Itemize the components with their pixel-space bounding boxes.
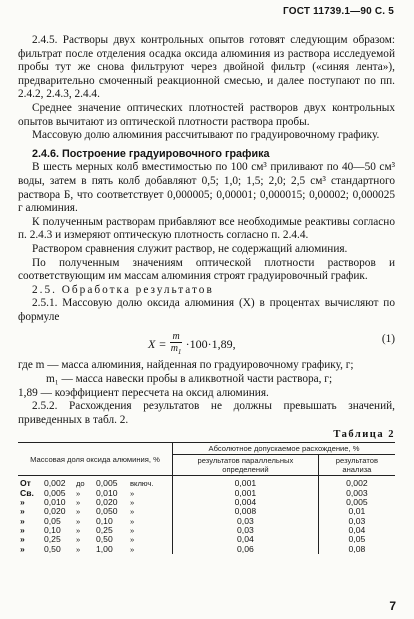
row-label: » [20, 497, 25, 508]
row-word-to: » [76, 507, 81, 517]
row-to: 0,020 [96, 497, 118, 508]
paragraph-2-4-6-reference: Раствором сравнения служит раствор, не содержащий алюминия. [32, 242, 348, 255]
row-label: » [20, 515, 25, 526]
row-parallel-value: 0,001 [173, 476, 319, 489]
row-from: 0,005 [44, 487, 66, 498]
row-word-to: до [76, 479, 85, 489]
paragraph-2-4-6-flasks: В шесть мерных колб вместимостью по 100 см³ приливают по 40—50 см³ воды, затем в пять колб добавляют 0,5; 1,0; 1,5; 2,0; 2,5 см³ стандартного раствора Б, что соответствует 0,000005; 0,00001; 0,000015; 0,00002; 0,000025 г алюминия. [18, 161, 395, 215]
row-word-incl: » [130, 498, 135, 508]
row-parallel-value: 0,03 [173, 517, 319, 526]
row-parallel-value: 0,03 [173, 526, 319, 535]
formula-lhs: X = [148, 337, 167, 352]
table-title: Таблица 2 [333, 429, 395, 441]
row-analysis-value: 0,002 [318, 476, 395, 489]
formula-fraction [170, 331, 181, 358]
row-label: » [20, 506, 25, 517]
formula-denominator: $m_1$ [170, 343, 182, 357]
header-analysis: результатов анализа [318, 455, 395, 476]
row-label: От [20, 478, 31, 489]
page-number: 7 [389, 599, 396, 613]
row-word-incl: » [130, 488, 135, 498]
paragraph-2-4-5: 2.4.5. Растворы двух контрольных опытов готовят следующим образом: фильтрат после отделения осадка оксида алюминия из раствора исследуемой пробы тут же снова фильтруют через двойной фильтр («синяя лента»), предварительно смоченный реакционной смесью, и далее поступают по пп. 2.4.2, 2.4.3, 2.4.4. [18, 34, 395, 101]
row-word-incl: » [130, 544, 135, 554]
row-word-incl: » [130, 535, 135, 545]
document-body [18, 34, 395, 554]
table-row [18, 498, 395, 507]
header-mass-fraction: Массовая доля оксида алюминия, % [18, 443, 173, 476]
table-row [18, 476, 395, 489]
row-from: 0,50 [44, 543, 61, 554]
paragraph-2-4-5-calc: Массовую долю алюминия рассчитывают по градуировочному графику. [32, 129, 380, 142]
formula-1 [18, 328, 395, 356]
row-to: 0,10 [96, 515, 113, 526]
legend-m: где m — масса алюминия, найденная по градуировочному графику, г; [18, 359, 354, 372]
table-row [18, 526, 395, 535]
row-analysis-value: 0,08 [318, 545, 395, 554]
paragraph-2-5-2: 2.5.2. Расхождения результатов не должны превышать значений, приведенных в табл. 2. [18, 400, 395, 426]
formula-rest: ·100·1,89, [185, 337, 236, 352]
row-analysis-value: 0,03 [318, 517, 395, 526]
row-word-to: » [76, 488, 81, 498]
row-label: Св. [20, 487, 34, 498]
row-label: » [20, 524, 25, 535]
row-from: 0,10 [44, 524, 61, 535]
row-to: 0,50 [96, 534, 113, 545]
table-row [18, 507, 395, 516]
legend-m1: m₁ — масса навески пробы в аликвотной части раствора, г; [46, 373, 333, 386]
row-analysis-value: 0,05 [318, 535, 395, 544]
row-from: 0,05 [44, 515, 61, 526]
row-word-to: » [76, 498, 81, 508]
paragraph-2-5-1: 2.5.1. Массовую долю оксида алюминия (X) в процентах вычисляют по формуле [18, 297, 395, 323]
section-2-4-6-title: 2.4.6. Построение градуировочного графика [32, 147, 270, 160]
row-parallel-value: 0,001 [173, 489, 319, 498]
row-to: 1,00 [96, 543, 113, 554]
header-parallel: результатов параллельных определений [173, 455, 319, 476]
row-to: 0,010 [96, 487, 118, 498]
row-to: 0,050 [96, 506, 118, 517]
formula-numerator: m [172, 331, 180, 343]
page-header: ГОСТ 11739.1—90 С. 5 [282, 6, 394, 17]
paragraph-2-4-6-reagents: К полученным растворам прибавляют все необходимые реактивы согласно п. 2.4.3 и измеряют оптическую плотность согласно п. 2.4.4. [18, 215, 395, 242]
row-parallel-value: 0,04 [173, 535, 319, 544]
row-word-to: » [76, 525, 81, 535]
formula-number: (1) [381, 333, 395, 346]
paragraph-2-4-5-average: Среднее значение оптических плотностей растворов двух контрольных опытов вычитают из оптической плотности раствора пробы. [18, 101, 395, 128]
row-from: 0,25 [44, 534, 61, 545]
table-row [18, 517, 395, 526]
row-label: » [20, 543, 25, 554]
formula-expression [148, 331, 236, 358]
row-parallel-value: 0,008 [173, 507, 319, 516]
row-parallel-value: 0,004 [173, 498, 319, 507]
row-label: » [20, 534, 25, 545]
row-word-to: » [76, 535, 81, 545]
table-row [18, 545, 395, 554]
row-analysis-value: 0,04 [318, 526, 395, 535]
row-from: 0,010 [44, 497, 66, 508]
row-from: 0,002 [44, 478, 66, 489]
table-body [18, 476, 395, 554]
row-word-incl: » [130, 516, 135, 526]
tolerance-table [18, 442, 395, 553]
row-parallel-value: 0,06 [173, 545, 319, 554]
table-row [18, 489, 395, 498]
row-analysis-value: 0,003 [318, 489, 395, 498]
row-word-incl: включ. [130, 479, 154, 489]
table-row [18, 535, 395, 544]
row-word-incl: » [130, 525, 135, 535]
legend-coefficient: 1,89 — коэффициент пересчета на оксид алюминия. [18, 386, 269, 399]
row-word-incl: » [130, 507, 135, 517]
row-word-to: » [76, 544, 81, 554]
row-to: 0,005 [96, 478, 118, 489]
formula-legend [18, 359, 395, 400]
header-tolerance-group: Абсолютное допускаемое расхождение, % [173, 443, 396, 455]
section-2-5-title: 2.5. Обработка результатов [32, 283, 214, 296]
row-word-to: » [76, 516, 81, 526]
row-analysis-value: 0,005 [318, 498, 395, 507]
row-analysis-value: 0,01 [318, 507, 395, 516]
paragraph-2-4-6-graph: По полученным значениям оптической плотности растворов и соответствующим им массам алюминия строят градуировочный график. [18, 256, 395, 283]
row-from: 0,020 [44, 506, 66, 517]
row-to: 0,25 [96, 524, 113, 535]
